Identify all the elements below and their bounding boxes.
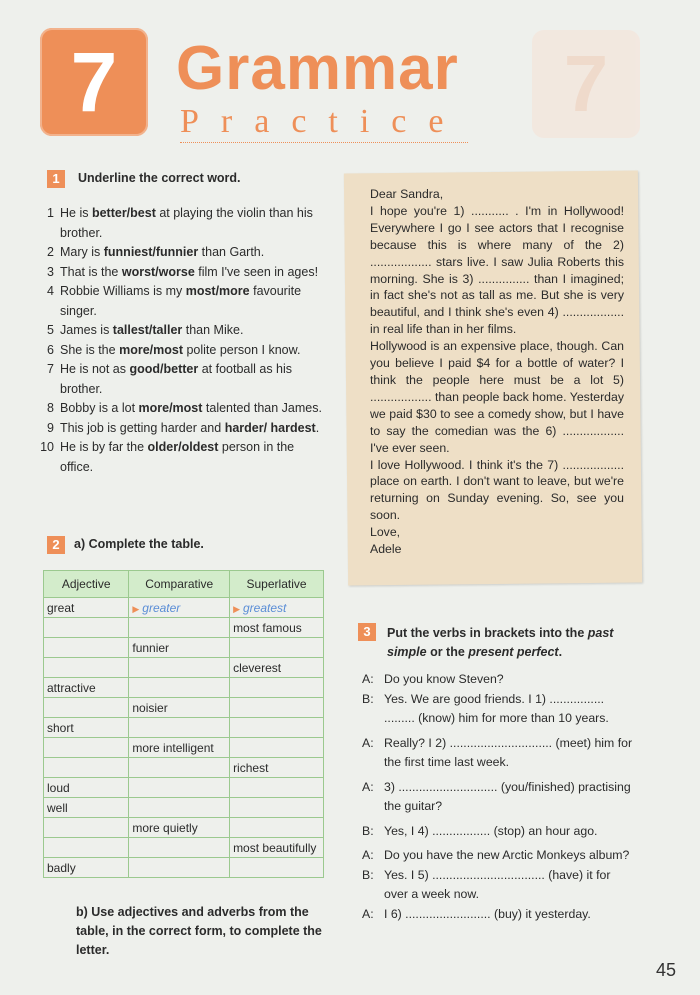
- table-row: [44, 678, 324, 698]
- item-text: film I've seen in ages!: [194, 264, 319, 279]
- item-text: James is: [60, 323, 113, 337]
- table-cell: [230, 678, 324, 698]
- cell-text: attractive: [47, 680, 96, 695]
- item-text: He is by far the: [60, 440, 148, 454]
- cell-text: funnier: [132, 640, 170, 655]
- dialog-text: Yes. We are good friends. I 1) ................ ......... (know) him for more than 10 years.: [384, 691, 609, 725]
- exercise-1-number: 1: [47, 170, 65, 188]
- table-cell: [44, 758, 129, 778]
- exercise-3-number: 3: [358, 623, 376, 641]
- list-item: [40, 341, 324, 361]
- table-cell: [44, 838, 129, 858]
- list-item: [40, 282, 324, 321]
- letter-paragraph: I love Hollywood. I think it's the 7) .................. place on earth. I don't want to leave, but we're returning on Sunday evening. So, see you soon.: [370, 457, 624, 523]
- table-cell: [129, 598, 230, 618]
- cell-text: loud: [47, 780, 70, 795]
- table-row: [44, 598, 324, 618]
- table-cell: [129, 858, 230, 878]
- table-cell: [44, 598, 129, 618]
- dialog-text: Yes. I 5) ................................. (have) it for over a week now.: [384, 867, 611, 901]
- table-row: [44, 698, 324, 718]
- table-cell: [230, 638, 324, 658]
- item-number: 9: [47, 420, 54, 435]
- item-text: .: [315, 420, 320, 435]
- item-choice: most/more: [185, 284, 250, 298]
- table-cell: [44, 718, 129, 738]
- table-cell: [129, 698, 230, 718]
- table-cell: [230, 838, 324, 858]
- item-number: 5: [47, 323, 54, 337]
- item-text: She is the: [60, 342, 120, 357]
- list-item: [40, 204, 324, 243]
- dialog-text: Really? I 2) .............................. (meet) him for the first time last week.: [384, 735, 633, 769]
- letter-paragraph: Adele: [370, 542, 402, 557]
- table-cell: [44, 638, 129, 658]
- item-choice: good/better: [129, 362, 199, 376]
- item-number: 10: [40, 440, 54, 454]
- table-cell: [44, 778, 129, 798]
- table-row: [44, 778, 324, 798]
- table-row: [44, 738, 324, 758]
- speaker-label: A:: [362, 735, 374, 750]
- cell-text: great: [47, 600, 75, 615]
- exercise-1-instruction: Underline the correct word.: [78, 171, 241, 185]
- dialog-line: [362, 905, 636, 925]
- list-item: [40, 419, 324, 439]
- table-row: [44, 638, 324, 658]
- item-text: person in the office.: [60, 440, 295, 474]
- letter-paragraph: Hollywood is an expensive place, though. Can you believe I paid $4 for a bottle of water? I think the people here must be a lot 5) .................. than people back home. Yesterday we paid $30 to see a comedy show, but I have to say the comedian was the 6) .................. I've ever seen.: [370, 339, 624, 455]
- table-cell: [230, 758, 324, 778]
- letter-paragraph: Dear Sandra,: [370, 187, 444, 201]
- table-cell: [230, 858, 324, 878]
- table-cell: [44, 698, 129, 718]
- table-row: [44, 838, 324, 858]
- dialog-line: [362, 822, 636, 842]
- letter-paragraph: I hope you're 1) ........... . I'm in Hollywood! Everywhere I go I see actors that I recognise because this is where many of the 2) .................. stars live. I saw Julia Roberts this morning. She is 3) ............... than I imagined; in fact she's not as tall as me. But she is very beautiful, and I think she's even 4) .................. in real life than in her films.: [370, 203, 624, 337]
- item-choice: funniest/funnier: [103, 245, 199, 259]
- table-cell: [129, 778, 230, 798]
- dialog-text: Do you know Steven?: [384, 672, 504, 686]
- table-row: [44, 718, 324, 738]
- speaker-label: A:: [362, 906, 374, 921]
- table-cell: [129, 758, 230, 778]
- example-arrow-icon: ▶: [132, 603, 140, 614]
- exercise-2-instruction-a: a) Complete the table.: [74, 537, 204, 551]
- table-cell: [230, 658, 324, 678]
- table-row: [44, 618, 324, 638]
- speaker-label: B:: [362, 823, 374, 838]
- dialog-text: Yes, I 4) ................. (stop) an hour ago.: [384, 823, 598, 838]
- cell-text: short: [47, 720, 74, 735]
- speaker-label: B:: [362, 691, 374, 706]
- item-choice: older/oldest: [147, 440, 219, 454]
- dialog-line: [362, 690, 636, 729]
- item-number: 7: [47, 362, 54, 376]
- grammar-table: [43, 570, 324, 878]
- item-choice: more/most: [119, 342, 183, 357]
- page-subtitle: Practice: [180, 102, 468, 143]
- cell-text: most famous: [233, 620, 302, 635]
- exercise-1-list: [40, 204, 324, 477]
- speaker-label: A:: [362, 848, 374, 862]
- table-cell: [230, 598, 324, 618]
- list-item: [40, 263, 324, 283]
- speaker-label: B:: [362, 867, 374, 882]
- item-text: polite person I know.: [182, 342, 301, 357]
- item-number: 3: [47, 264, 54, 279]
- letter-paragraph: Love,: [370, 525, 401, 540]
- item-text: Mary is: [60, 245, 104, 259]
- table-row: [44, 798, 324, 818]
- list-item: [40, 438, 324, 477]
- cell-text: more intelligent: [132, 740, 214, 755]
- table-cell: [230, 698, 324, 718]
- speaker-label: A:: [362, 672, 374, 686]
- item-text: than Mike.: [182, 323, 244, 337]
- list-item: [40, 399, 324, 419]
- cell-text: well: [47, 800, 68, 815]
- item-number: 4: [47, 284, 54, 298]
- item-number: 8: [47, 401, 54, 415]
- exercise-2-number: 2: [47, 536, 65, 554]
- table-cell: [129, 798, 230, 818]
- unit-number-badge: 7: [40, 28, 148, 136]
- dialog-line: [362, 866, 636, 905]
- item-number: 1: [47, 206, 54, 220]
- example-answer: greatest: [242, 600, 287, 615]
- table-row: [44, 818, 324, 838]
- item-choice: better/best: [91, 206, 156, 220]
- dialog-text: 3) ............................. (you/finished) practising the guitar?: [384, 779, 631, 813]
- item-number: 6: [47, 342, 54, 357]
- example-answer: greater: [142, 600, 181, 615]
- table-cell: [129, 618, 230, 638]
- example-arrow-icon: ▶: [233, 603, 240, 614]
- table-cell: [129, 718, 230, 738]
- table-cell: [129, 638, 230, 658]
- dialog-line: [362, 734, 636, 773]
- table-cell: [44, 738, 129, 758]
- item-text: than Garth.: [198, 245, 265, 259]
- table-cell: [44, 618, 129, 638]
- dialog-line: [362, 778, 636, 817]
- list-item: [40, 243, 324, 263]
- item-choice: harder/ hardest: [224, 420, 316, 435]
- table-cell: [230, 738, 324, 758]
- item-choice: worst/worse: [121, 264, 195, 279]
- exercise-2-instruction-b: b) Use adjectives and adverbs from the table, in the correct form, to complete the letter.: [76, 905, 322, 957]
- table-cell: [230, 618, 324, 638]
- table-row: [44, 858, 324, 878]
- exercise-3-dialog: [362, 670, 636, 924]
- table-cell: [230, 798, 324, 818]
- page-number: 45: [656, 960, 677, 980]
- item-text: talented than James.: [202, 401, 322, 415]
- item-text: That is the: [60, 264, 122, 279]
- table-cell: [129, 658, 230, 678]
- decorative-unit-badge: 7: [532, 30, 640, 138]
- table-cell: [44, 818, 129, 838]
- instruction-text: or the: [426, 645, 469, 659]
- table-cell: [230, 718, 324, 738]
- dialog-line: [362, 670, 636, 690]
- item-text: This job is getting harder and: [60, 420, 225, 435]
- instruction-text: Put the verbs in brackets into the: [387, 626, 588, 640]
- item-text: at football as his brother.: [60, 362, 293, 396]
- table-cell: [44, 798, 129, 818]
- table-cell: [44, 858, 129, 878]
- table-row: [44, 758, 324, 778]
- cell-text: most beautifully: [233, 840, 317, 855]
- table-cell: [129, 838, 230, 858]
- cell-text: noisier: [132, 700, 168, 715]
- item-text: Bobby is a lot: [60, 401, 139, 415]
- instruction-text: .: [558, 645, 563, 659]
- cell-text: badly: [47, 860, 76, 875]
- list-item: [40, 360, 324, 399]
- list-item: [40, 321, 324, 341]
- cell-text: more quietly: [132, 820, 198, 835]
- table-header-cell: Comparative: [129, 571, 230, 598]
- table-row: [44, 658, 324, 678]
- table-cell: [129, 818, 230, 838]
- page-title: Grammar: [176, 34, 459, 103]
- dialog-text: Do you have the new Arctic Monkeys album?: [384, 848, 630, 862]
- table-header-cell: Superlative: [230, 571, 324, 598]
- instruction-tense-1: past simple: [387, 626, 614, 659]
- table-cell: [44, 658, 129, 678]
- item-text: at playing the violin than his brother.: [60, 206, 313, 240]
- dialog-text: I 6) ......................... (buy) it yesterday.: [384, 906, 591, 921]
- table-cell: [230, 778, 324, 798]
- table-cell: [230, 818, 324, 838]
- instruction-tense-2: present perfect: [468, 645, 559, 659]
- table-cell: [129, 738, 230, 758]
- speaker-label: A:: [362, 779, 374, 794]
- table-cell: [129, 678, 230, 698]
- item-text: Robbie Williams is my: [60, 284, 186, 298]
- item-choice: tallest/taller: [112, 323, 183, 337]
- item-text: favourite singer.: [60, 284, 302, 318]
- cell-text: cleverest: [233, 660, 282, 675]
- item-number: 2: [47, 245, 54, 259]
- cell-text: richest: [233, 760, 269, 775]
- item-choice: more/most: [138, 401, 203, 415]
- item-text: He is: [60, 206, 92, 220]
- item-text: He is not as: [60, 362, 130, 376]
- exercise-3-instruction: [387, 624, 647, 662]
- dialog-line: [362, 846, 636, 866]
- letter-text: [370, 186, 624, 558]
- table-header-cell: Adjective: [44, 571, 129, 598]
- table-cell: [44, 678, 129, 698]
